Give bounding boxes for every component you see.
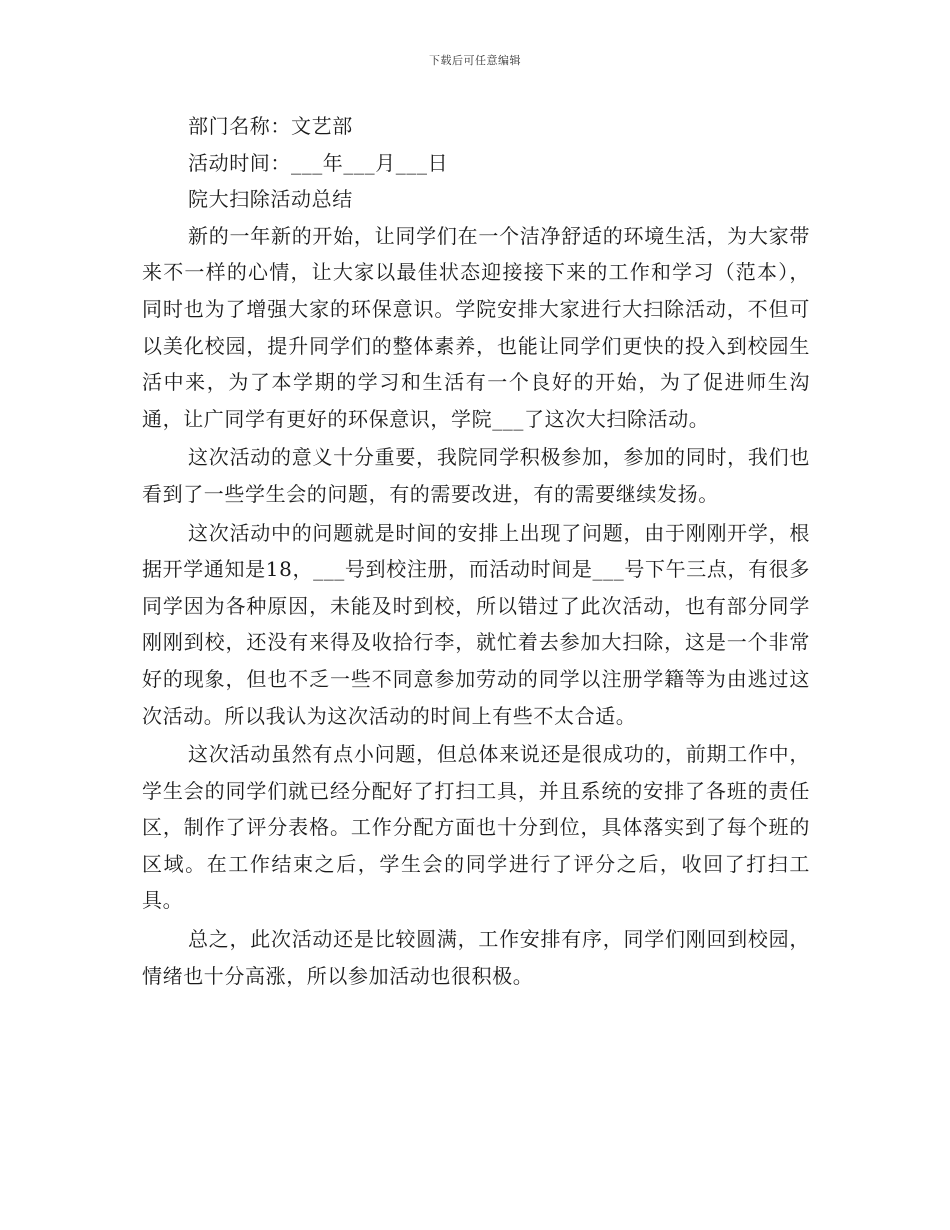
paragraph: 总之，此次活动还是比较圆满，工作安排有序，同学们刚回到校园，情绪也十分高涨，所以参加活动也很积极。 (142, 927, 810, 988)
paragraph: 新的一年新的开始，让同学们在一个洁净舒适的环境生活，为大家带来不一样的心情，让大家以最佳状态迎接接下来的工作和学习（范本），同时也为了增强大家的环保意识。学院安排大家进行大扫除活动，不但可以美化校园，提升同学们的整体素养，也能让同学们更快的投入到校园生活中来，为了本学期的学习和生活有一个良好的开始，为了促进师生沟通，让广同学有更好的环保意识，学院___了这次大扫除活动。 (142, 223, 810, 431)
paragraph: 这次活动虽然有点小问题，但总体来说还是很成功的，前期工作中，学生会的同学们就已经分配好了打扫工具，并且系统的安排了各班的责任区，制作了评分表格。工作分配方面也十分到位，具体落实到了每个班的区域。在工作结束之后，学生会的同学进行了评分之后，收回了打扫工具。 (142, 742, 810, 913)
paragraph: 这次活动中的问题就是时间的安排上出现了问题，由于刚刚开学，根据开学通知是18，___号到校注册，而活动时间是___号下午三点，有很多同学因为各种原因，未能及时到校，所以错过了此次活动，也有部分同学刚刚到校，还没有来得及收拾行李，就忙着去参加大扫除，这是一个非常好的现象，但也不乏一些不同意参加劳动的同学以注册学籍等为由逃过这次活动。所以我认为这次活动的时间上有些不太合适。 (142, 520, 810, 728)
page-header: 下载后可任意编辑 (429, 54, 521, 67)
paragraph: 这次活动的意义十分重要，我院同学积极参加，参加的同时，我们也看到了一些学生会的问题，有的需要改进，有的需要继续发扬。 (142, 445, 810, 506)
activity-time-line: 活动时间：___年___月___日 (188, 150, 449, 175)
document-title: 院大扫除活动总结 (188, 187, 353, 212)
document-body (142, 108, 810, 994)
department-line: 部门名称：文艺部 (188, 114, 353, 138)
